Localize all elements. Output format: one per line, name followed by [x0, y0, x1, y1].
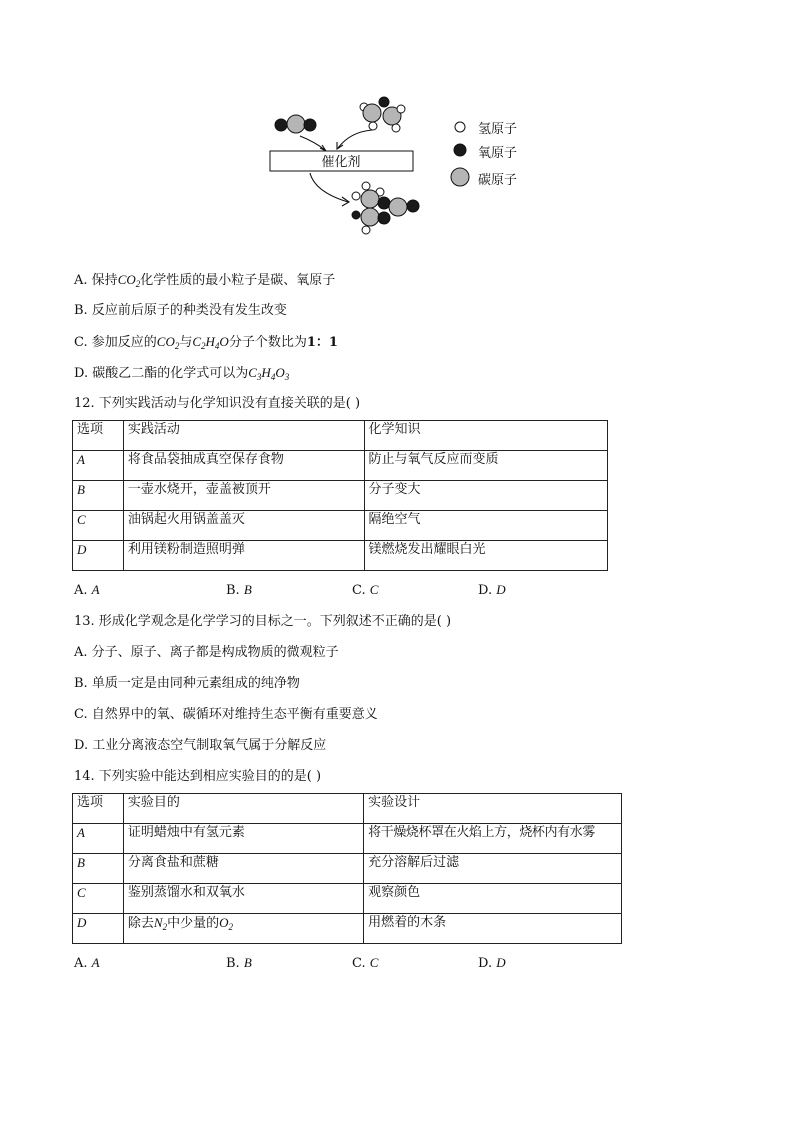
table-cell: 用燃着的木条 [364, 914, 622, 944]
table-row [73, 451, 608, 481]
q13-option-c: C. 自然界中的氧、碳循环对维持生态平衡有重要意义 [74, 707, 378, 722]
header-cell: 选项 [73, 794, 124, 824]
oxygen-legend-icon [454, 144, 466, 156]
table-row [73, 914, 622, 944]
table-cell: 观察颜色 [364, 884, 622, 914]
table-cell: 分子变大 [364, 481, 607, 511]
table-cell: 鉴别蒸馏水和双氧水 [123, 884, 363, 914]
q12-answer-options [74, 582, 574, 600]
q14-answer-options [74, 955, 574, 973]
table-header-row [73, 421, 608, 451]
option-letter-cell: C [73, 884, 124, 914]
table-cell: 油锅起火用锅盖盖灭 [123, 511, 364, 541]
legend-oxygen-label: 氧原子 [478, 146, 518, 161]
header-cell: 实践活动 [123, 421, 364, 451]
option-letter-cell: A [73, 824, 124, 854]
q11-option-a: A. 保持$CO_2$化学性质的最小粒子是碳、氧原子 [74, 272, 336, 289]
table-row [73, 824, 622, 854]
q13-stem: 13. 形成化学观念是化学学习的目标之一。下列叙述不正确的是( ) [74, 614, 452, 629]
table-cell: 隔绝空气 [364, 511, 607, 541]
table-row [73, 541, 608, 571]
table-cell: 分离食盐和蔗糖 [123, 854, 363, 884]
option-letter-cell: A [73, 451, 124, 481]
q13-option-d: D. 工业分离液态空气制取氧气属于分解反应 [74, 738, 327, 753]
q14-table [72, 793, 622, 944]
option-letter-cell: D [73, 914, 124, 944]
answer-option-c[interactable]: C. C [352, 582, 379, 598]
table-header-row [73, 794, 622, 824]
ethylene-carbonate-molecule [352, 182, 419, 234]
header-cell: 实验目的 [123, 794, 363, 824]
option-letter-cell: C [73, 511, 124, 541]
table-row [73, 481, 608, 511]
catalyst-label: 催化剂 [321, 155, 361, 170]
carbon-legend-icon [451, 168, 469, 186]
reaction-diagram [260, 92, 540, 242]
q13-option-b: B. 单质一定是由同种元素组成的纯净物 [74, 676, 300, 691]
q11-option-c: C. 参加反应的$CO_2$与$C_2H_4O$分子个数比为1：1 [74, 334, 338, 351]
answer-option-d[interactable]: D. D [478, 582, 506, 598]
option-letter-cell: D [73, 541, 124, 571]
q11-option-d: D. 碳酸乙二酯的化学式可以为$C_3H_4O_3$ [74, 365, 290, 382]
table-cell: 将食品袋抽成真空保存食物 [123, 451, 364, 481]
answer-option-b[interactable]: B. B [226, 955, 252, 971]
legend-carbon-label: 碳原子 [478, 173, 518, 188]
table-row [73, 854, 622, 884]
table-cell: 除去$N_2$中少量的$O_2$ [123, 914, 363, 944]
header-cell: 实验设计 [364, 794, 622, 824]
header-cell: 选项 [73, 421, 124, 451]
answer-option-a[interactable]: A. A [74, 582, 100, 598]
q12-stem: 12. 下列实践活动与化学知识没有直接关联的是( ) [74, 396, 361, 411]
answer-option-a[interactable]: A. A [74, 955, 100, 971]
table-cell: 充分溶解后过滤 [364, 854, 622, 884]
q11-option-b: B. 反应前后原子的种类没有发生改变 [74, 303, 287, 318]
table-cell: 镁燃烧发出耀眼白光 [364, 541, 607, 571]
q12-table [72, 420, 608, 571]
answer-option-d[interactable]: D. D [478, 955, 506, 971]
arrow-co2 [300, 136, 325, 150]
table-row [73, 511, 608, 541]
table-cell: 证明蜡烛中有氢元素 [123, 824, 363, 854]
table-cell: 利用镁粉制造照明弹 [123, 541, 364, 571]
table-cell: 一壶水烧开，壶盖被顶开 [123, 481, 364, 511]
answer-option-c[interactable]: C. C [352, 955, 379, 971]
q13-option-a: A. 分子、原子、离子都是构成物质的微观粒子 [74, 645, 339, 660]
q14-stem: 14. 下列实验中能达到相应实验目的的是( ) [74, 769, 322, 784]
co2-molecule [275, 115, 316, 133]
table-cell: 防止与氧气反应而变质 [364, 451, 607, 481]
hydrogen-legend-icon [455, 122, 465, 132]
ethylene-oxide-molecule [360, 97, 405, 132]
table-cell: 将干燥烧杯罩在火焰上方，烧杯内有水雾 [364, 824, 622, 854]
table-row [73, 884, 622, 914]
legend-hydrogen-label: 氢原子 [478, 122, 518, 137]
header-cell: 化学知识 [364, 421, 607, 451]
answer-option-b[interactable]: B. B [226, 582, 252, 598]
option-letter-cell: B [73, 481, 124, 511]
option-letter-cell: B [73, 854, 124, 884]
